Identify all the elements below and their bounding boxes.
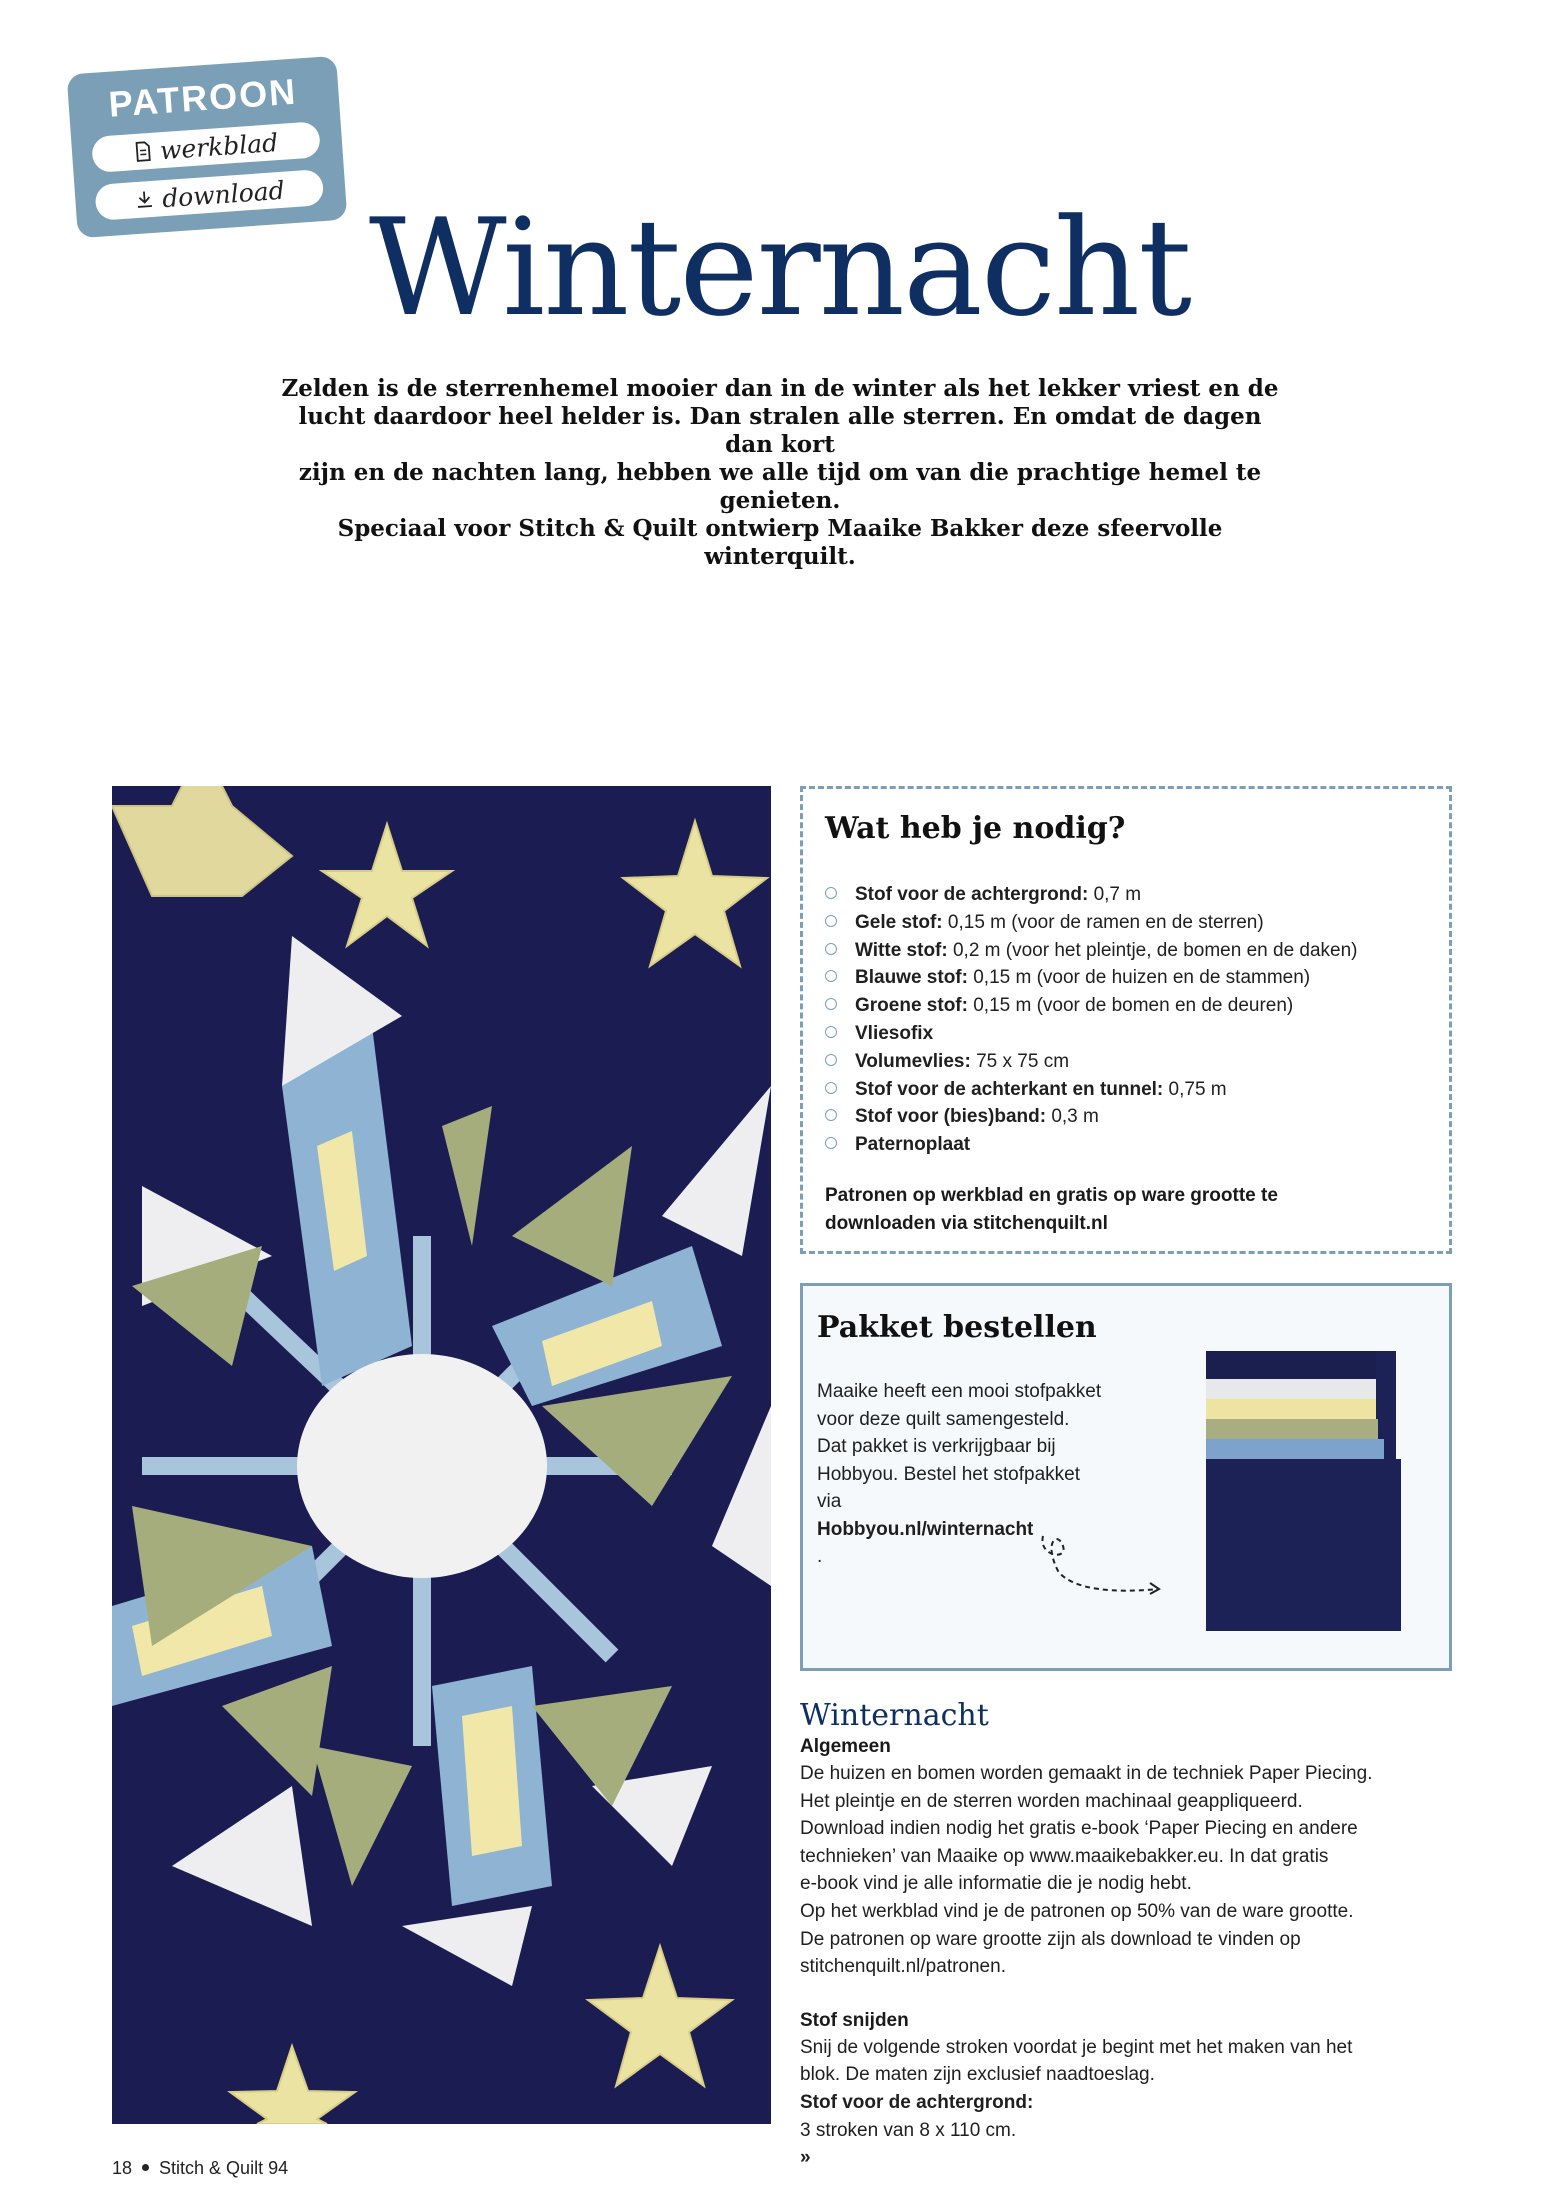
dot-separator <box>142 2164 149 2171</box>
section-body <box>800 1760 1470 1981</box>
materials-heading: Wat heb je nodig? <box>825 811 1126 846</box>
order-kit-box <box>800 1283 1452 1671</box>
list-item: Volumevlies: 75 x 75 cm <box>825 1048 1358 1076</box>
order-kit-heading: Pakket bestellen <box>817 1310 1097 1345</box>
page-number: 18 <box>112 2158 133 2178</box>
article-section <box>800 1698 1470 2172</box>
intro-line: lucht daardoor heel helder is. Dan stralen alle sterren. En omdat de dagen dan kort <box>298 403 1262 458</box>
kit-line: Hobbyou. Bestel het stofpakket <box>817 1463 1080 1485</box>
bullet-icon <box>825 1109 837 1121</box>
bullet-icon <box>825 915 837 927</box>
bullet-icon <box>825 1137 837 1149</box>
bullet-icon <box>825 943 837 955</box>
intro-line: Speciaal voor Stitch & Quilt ontwierp Maaike Bakker deze sfeervolle winterquilt. <box>337 515 1223 570</box>
download-label: download <box>161 175 286 213</box>
bullet-icon <box>825 1054 837 1066</box>
body-line: De huizen en bomen worden gemaakt in de techniek Paper Piecing. <box>800 1763 1373 1784</box>
worksheet-icon <box>133 140 152 163</box>
body-line: blok. De maten zijn exclusief naadtoeslag. <box>800 2064 1155 2086</box>
page-footer <box>112 2158 288 2179</box>
list-item: Stof voor de achtergrond: 0,7 m <box>825 881 1358 909</box>
werkblad-tag <box>91 121 321 173</box>
intro-line: zijn en de nachten lang, hebben we alle tijd om van die prachtige hemel te genieten. <box>298 459 1262 514</box>
werkblad-label: werkblad <box>158 127 279 165</box>
bullet-icon <box>825 970 837 982</box>
article-heading: Winternacht <box>800 1698 989 1733</box>
body-line: Snij de volgende stroken voordat je begint met het maken van het <box>800 2036 1353 2058</box>
intro-paragraph <box>280 375 1280 571</box>
page-title: Winternacht <box>368 190 1191 346</box>
hobbyou-link[interactable]: Hobbyou.nl/winternacht <box>817 1518 1034 1540</box>
body-line: e-book vind je alle informatie die je nodig hebt. <box>800 1873 1192 1895</box>
list-item: Stof voor de achterkant en tunnel: 0,75 m <box>825 1076 1358 1104</box>
quilt-photo <box>112 786 771 2124</box>
body-line: Download indien nodig het gratis e-book ‘Paper Piecing en andere <box>800 1818 1358 1840</box>
body-line: De patronen op ware grootte zijn als download te vinden op <box>800 1928 1301 1950</box>
note-line: downloaden via stitchenquilt.nl <box>825 1213 1108 1234</box>
intro-line: Zelden is de sterrenhemel mooier dan in de winter als het lekker vriest en de <box>281 375 1279 402</box>
section-body <box>800 2034 1470 2172</box>
bullet-icon <box>825 1026 837 1038</box>
bullet-icon <box>825 887 837 899</box>
download-note <box>825 1182 1385 1238</box>
body-line: stitchenquilt.nl/patronen. <box>800 1956 1006 1978</box>
section-title: Stof snijden <box>800 2009 909 2031</box>
list-item: Witte stof: 0,2 m (voor het pleintje, de bomen en de daken) <box>825 937 1358 965</box>
body-line: Op het werkblad vind je de patronen op 50% van de ware grootte. <box>800 1900 1354 1922</box>
body-line: technieken’ van Maaike op www.maaikebakker.eu. In dat gratis <box>800 1845 1329 1867</box>
list-item: Gele stof: 0,15 m (voor de ramen en de sterren) <box>825 909 1358 937</box>
bullet-icon <box>825 1082 837 1094</box>
body-line-last: Stof voor de achtergrond: 3 stroken van 8 x 110 cm. » <box>800 2091 1034 2169</box>
dashed-arrow-icon <box>1038 1531 1168 1611</box>
badge-title: PATROON <box>107 70 299 125</box>
list-item: Stof voor (bies)band: 0,3 m <box>825 1103 1358 1131</box>
kit-line: Maaike heeft een mooi stofpakket <box>817 1381 1102 1402</box>
kit-line: voor deze quilt samengesteld. <box>817 1408 1070 1430</box>
continue-arrow-icon: » <box>800 2147 811 2169</box>
section-title: Algemeen <box>800 1736 891 1757</box>
list-item: Vliesofix <box>825 1020 1358 1048</box>
list-item: Paternoplaat <box>825 1131 1358 1159</box>
kit-line: Dat pakket is verkrijgbaar bij <box>817 1436 1056 1457</box>
body-line: Het pleintje en de sterren worden machinaal geappliqueerd. <box>800 1790 1303 1812</box>
materials-list <box>825 881 1358 1159</box>
list-item: Blauwe stof: 0,15 m (voor de huizen en de stammen) <box>825 964 1358 992</box>
bullet-icon <box>825 998 837 1010</box>
magazine-name: Stitch & Quilt 94 <box>159 2158 289 2178</box>
moon-plaza <box>297 1354 547 1578</box>
list-item: Groene stof: 0,15 m (voor de bomen en de deuren) <box>825 992 1358 1020</box>
fabric-bundle-image <box>1198 1351 1403 1631</box>
kit-line-last: via Hobbyou.nl/winternacht . <box>817 1491 1034 1567</box>
materials-box <box>800 786 1452 1254</box>
note-line: Patronen op werkblad en gratis op ware grootte te <box>825 1185 1278 1206</box>
